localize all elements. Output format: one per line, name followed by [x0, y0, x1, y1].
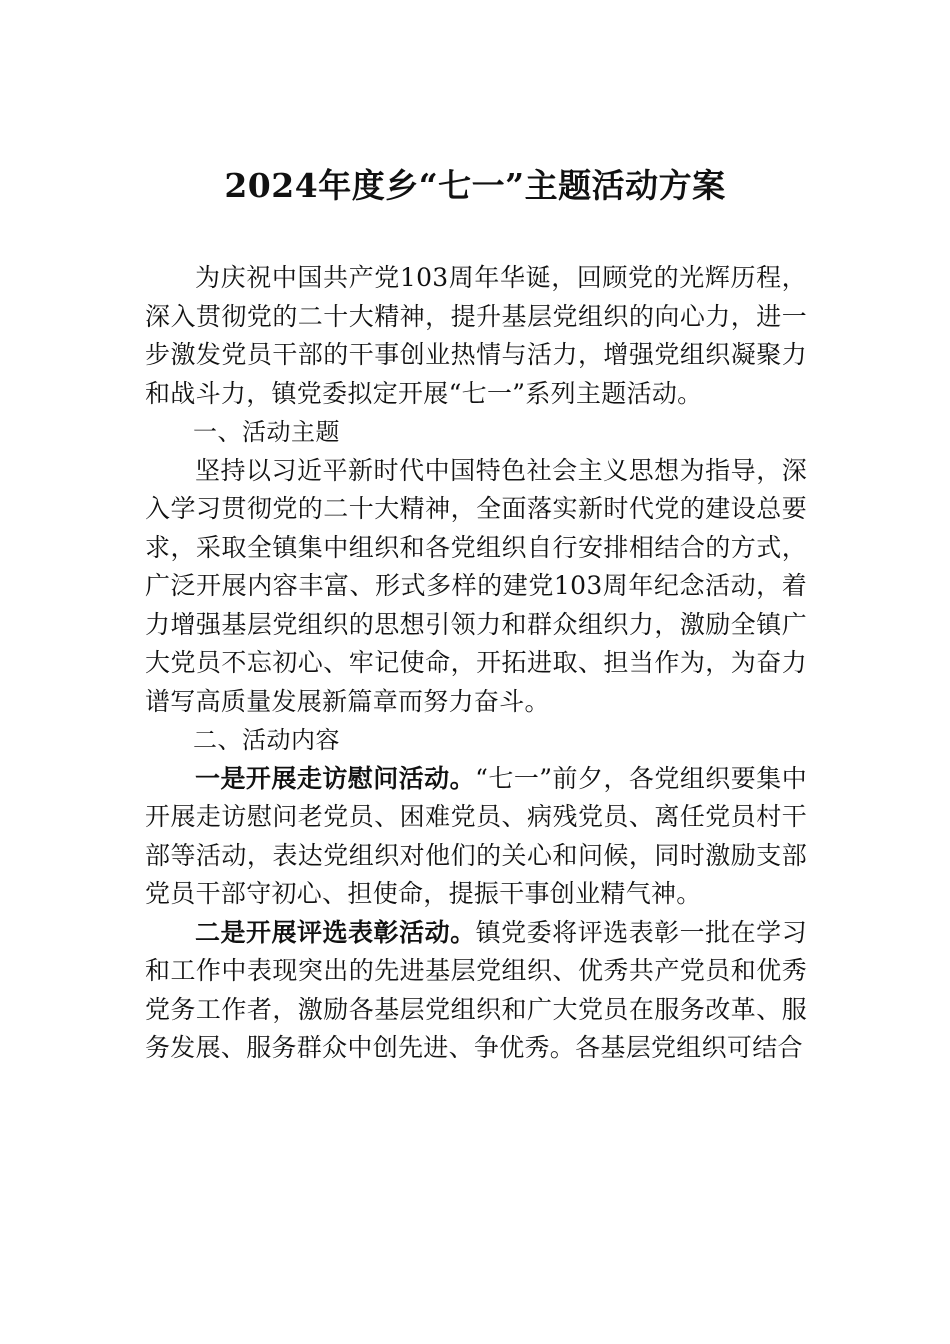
content-item-visit-lead: 一是开展走访慰问活动。 — [195, 763, 476, 793]
theme-paragraph: 坚持以习近平新时代中国特色社会主义思想为指导，深入学习贯彻党的二十大精神，全面落实新时代党的建设总要求，采取全镇集中组织和各党组织自行安排相结合的方式，广泛开展内容丰富、形式多样的建党103周年纪念活动，着力增强基层党组织的思想引领力和群众组织力，激励全镇广大党员不忘初心、牢记使命，开拓进取、担当作为，为奋力谱写高质量发展新篇章而努力奋斗。 — [145, 455, 807, 716]
content-item-award — [145, 914, 807, 1068]
content-item-visit — [145, 760, 807, 914]
content-item-award-lead: 二是开展评选表彰活动。 — [195, 917, 476, 947]
content-item-award-text: 镇党委将评选表彰一批在学习和工作中表现突出的先进基层党组织、优秀共产党员和优秀党务工作者，激励各基层党组织和广大党员在服务改革、服务发展、服务群众中创先进、争优秀。各基层党组织可结合 — [145, 917, 807, 1062]
section-heading-theme: 一、活动主题 — [193, 418, 340, 446]
intro-paragraph: 为庆祝中国共产党103周年华诞，回顾党的光辉历程，深入贯彻党的二十大精神，提升基层党组织的向心力，进一步激发党员干部的干事创业热情与活力，增强党组织凝聚力和战斗力，镇党委拟定开展“七一”系列主题活动。 — [145, 263, 807, 408]
content-item-visit-text: “七一”前夕，各党组织要集中开展走访慰问老党员、困难党员、病残党员、离任党员村干部等活动，表达党组织对他们的关心和问候，同时激励支部党员干部守初心、担使命，提振干事创业精气神。 — [145, 763, 807, 908]
document-body — [145, 259, 807, 1068]
section-heading-content: 二、活动内容 — [193, 726, 340, 754]
document-title: 2024年度乡“七一”主题活动方案 — [224, 166, 726, 205]
